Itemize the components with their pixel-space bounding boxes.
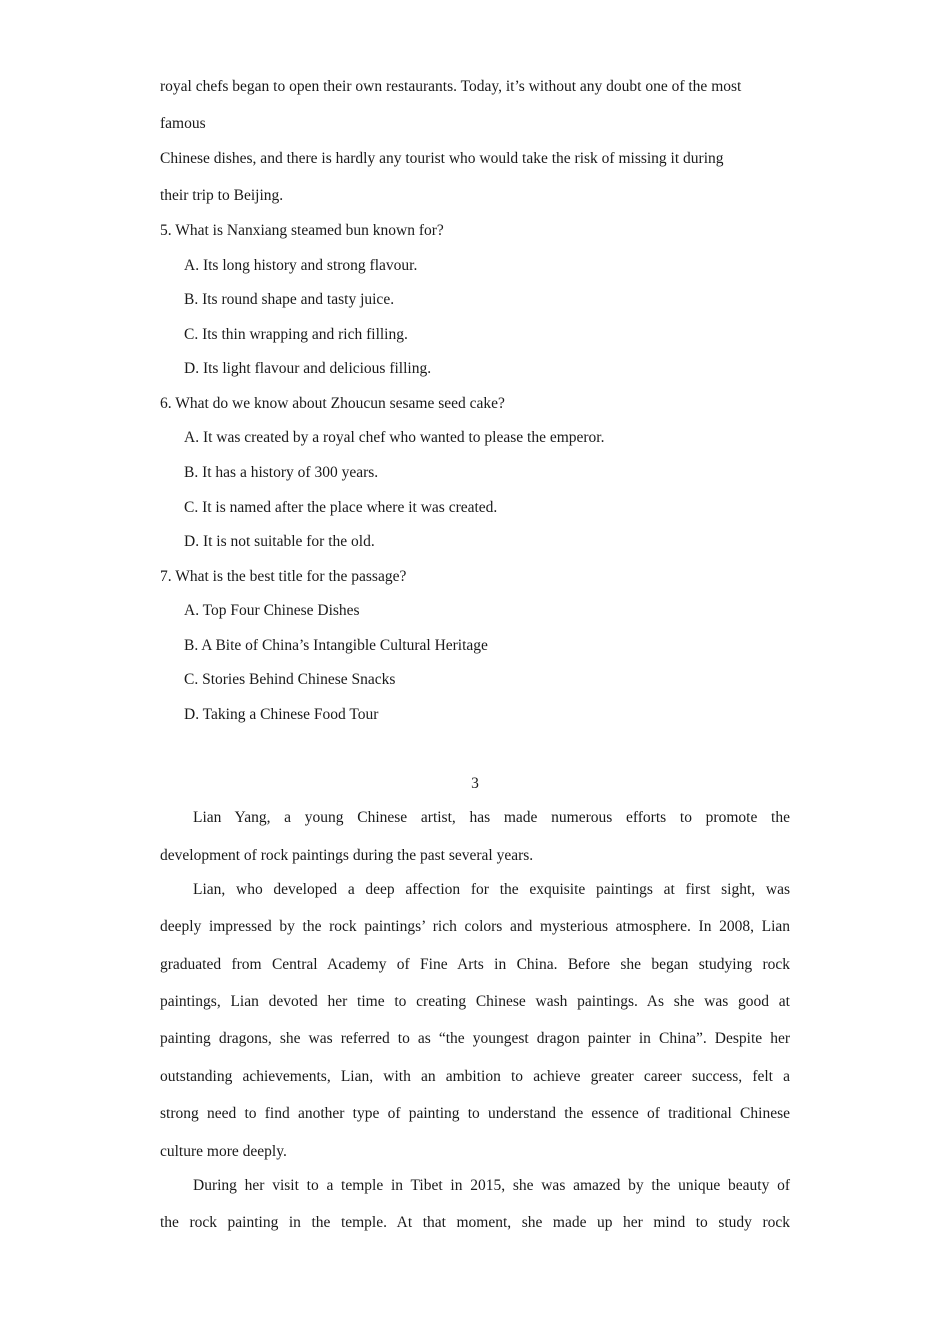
question-6-option-b: B. It has a history of 300 years.	[184, 464, 379, 481]
question-7-option-c: C. Stories Behind Chinese Snacks	[184, 671, 396, 688]
passage-tail-line: famous	[160, 115, 206, 132]
passage-line: outstanding achievements, Lian, with an ambition to achieve greater career success, felt a	[160, 1068, 790, 1085]
question-5-option-a: A. Its long history and strong flavour.	[184, 257, 418, 274]
question-5-option-b: B. Its round shape and tasty juice.	[184, 291, 395, 308]
passage-tail-line: royal chefs began to open their own restaurants. Today, it’s without any doubt one of the most	[160, 78, 742, 95]
question-5-stem: 5. What is Nanxiang steamed bun known for?	[160, 222, 444, 239]
passage-line: deeply impressed by the rock paintings’ rich colors and mysterious atmosphere. In 2008, Lian	[160, 918, 790, 935]
passage-line: paintings, Lian devoted her time to creating Chinese wash paintings. As she was good at	[160, 993, 790, 1010]
question-6-option-d: D. It is not suitable for the old.	[184, 533, 375, 550]
question-5-option-d: D. Its light flavour and delicious filling.	[184, 360, 432, 377]
passage-line: During her visit to a temple in Tibet in 2015, she was amazed by the unique beauty of	[193, 1177, 790, 1194]
passage-line: painting dragons, she was referred to as “the youngest dragon painter in China”. Despite her	[160, 1030, 790, 1047]
question-6-stem: 6. What do we know about Zhoucun sesame seed cake?	[160, 395, 505, 412]
passage-line: strong need to find another type of painting to understand the essence of traditional Chinese	[160, 1105, 790, 1122]
passage-line: graduated from Central Academy of Fine Arts in China. Before she began studying rock	[160, 956, 790, 973]
passage-line: culture more deeply.	[160, 1143, 287, 1160]
question-7-option-b: B. A Bite of China’s Intangible Cultural Heritage	[184, 637, 488, 654]
question-7-stem: 7. What is the best title for the passage?	[160, 568, 407, 585]
passage-line: development of rock paintings during the past several years.	[160, 847, 534, 864]
passage-tail-line: their trip to Beijing.	[160, 187, 284, 204]
passage-line: Lian Yang, a young Chinese artist, has made numerous efforts to promote the	[193, 809, 790, 826]
question-7-option-a: A. Top Four Chinese Dishes	[184, 602, 360, 619]
passage-tail-line: Chinese dishes, and there is hardly any tourist who would take the risk of missing it during	[160, 150, 724, 167]
passage-line: Lian, who developed a deep affection for the exquisite paintings at first sight, was	[193, 881, 790, 898]
question-6-option-a: A. It was created by a royal chef who wanted to please the emperor.	[184, 429, 605, 446]
passage-line: the rock painting in the temple. At that moment, she made up her mind to study rock	[160, 1214, 790, 1231]
section-number: 3	[471, 775, 479, 792]
question-7-option-d: D. Taking a Chinese Food Tour	[184, 706, 379, 723]
question-5-option-c: C. Its thin wrapping and rich filling.	[184, 326, 408, 343]
question-6-option-c: C. It is named after the place where it was created.	[184, 499, 498, 516]
